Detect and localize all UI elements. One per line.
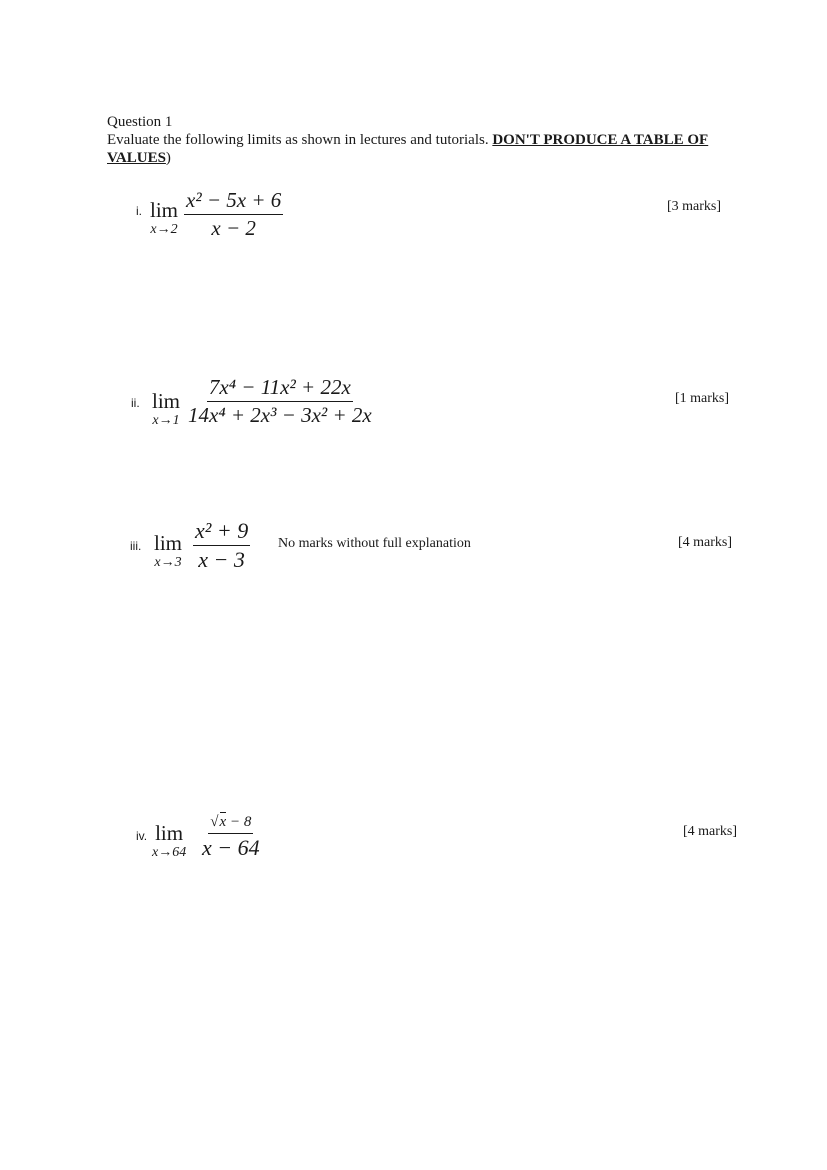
- denominator: x − 64: [202, 835, 260, 860]
- explanation-note: No marks without full explanation: [278, 536, 471, 551]
- lim-word: lim: [155, 821, 184, 845]
- limit-operator: [152, 391, 180, 428]
- denominator: x − 2: [211, 216, 256, 240]
- marks-label: [3 marks]: [667, 199, 722, 214]
- lim-word: lim: [152, 389, 181, 413]
- marks-label: [4 marks]: [683, 824, 738, 839]
- part-number: ii.: [131, 396, 140, 410]
- numerator-rest: − 8: [226, 814, 252, 830]
- instruction-closing: ): [165, 150, 171, 166]
- part-number: i.: [136, 204, 142, 218]
- limit-operator: [154, 533, 182, 570]
- lim-subscript: x→1: [152, 413, 180, 428]
- fraction: [184, 190, 283, 239]
- denominator: x − 3: [198, 547, 245, 572]
- question-title: Question 1: [107, 114, 173, 130]
- radicand: x: [219, 814, 227, 830]
- lim-word: lim: [150, 198, 179, 222]
- numerator: 7x⁴ − 11x² + 22x: [207, 377, 353, 402]
- limit-operator: [152, 823, 186, 860]
- lim-subscript: x→64: [152, 845, 187, 860]
- fraction: [193, 520, 250, 571]
- part-number: iv.: [136, 829, 148, 843]
- numerator: x² − 5x + 6: [184, 190, 283, 215]
- instruction-text: Evaluate the following limits as shown in lectures and tutorials.: [107, 132, 489, 148]
- lim-subscript: x→2: [150, 222, 178, 237]
- question-intro: [107, 113, 747, 167]
- square-root-icon: √: [210, 814, 219, 830]
- lim-word: lim: [154, 531, 183, 555]
- numerator: [208, 815, 253, 834]
- instruction-emphasis: DON'T PRODUCE A TABLE OF VALUES: [107, 132, 709, 166]
- part-number: iii.: [130, 539, 142, 553]
- fraction: [200, 815, 262, 859]
- limit-operator: [150, 200, 178, 237]
- marks-label: [1 marks]: [675, 391, 730, 406]
- lim-subscript: x→3: [154, 555, 182, 570]
- numerator: x² + 9: [193, 520, 250, 546]
- fraction: [186, 377, 374, 426]
- question-instruction: [107, 131, 747, 167]
- denominator: 14x⁴ + 2x³ − 3x² + 2x: [188, 403, 372, 427]
- marks-label: [4 marks]: [678, 535, 733, 550]
